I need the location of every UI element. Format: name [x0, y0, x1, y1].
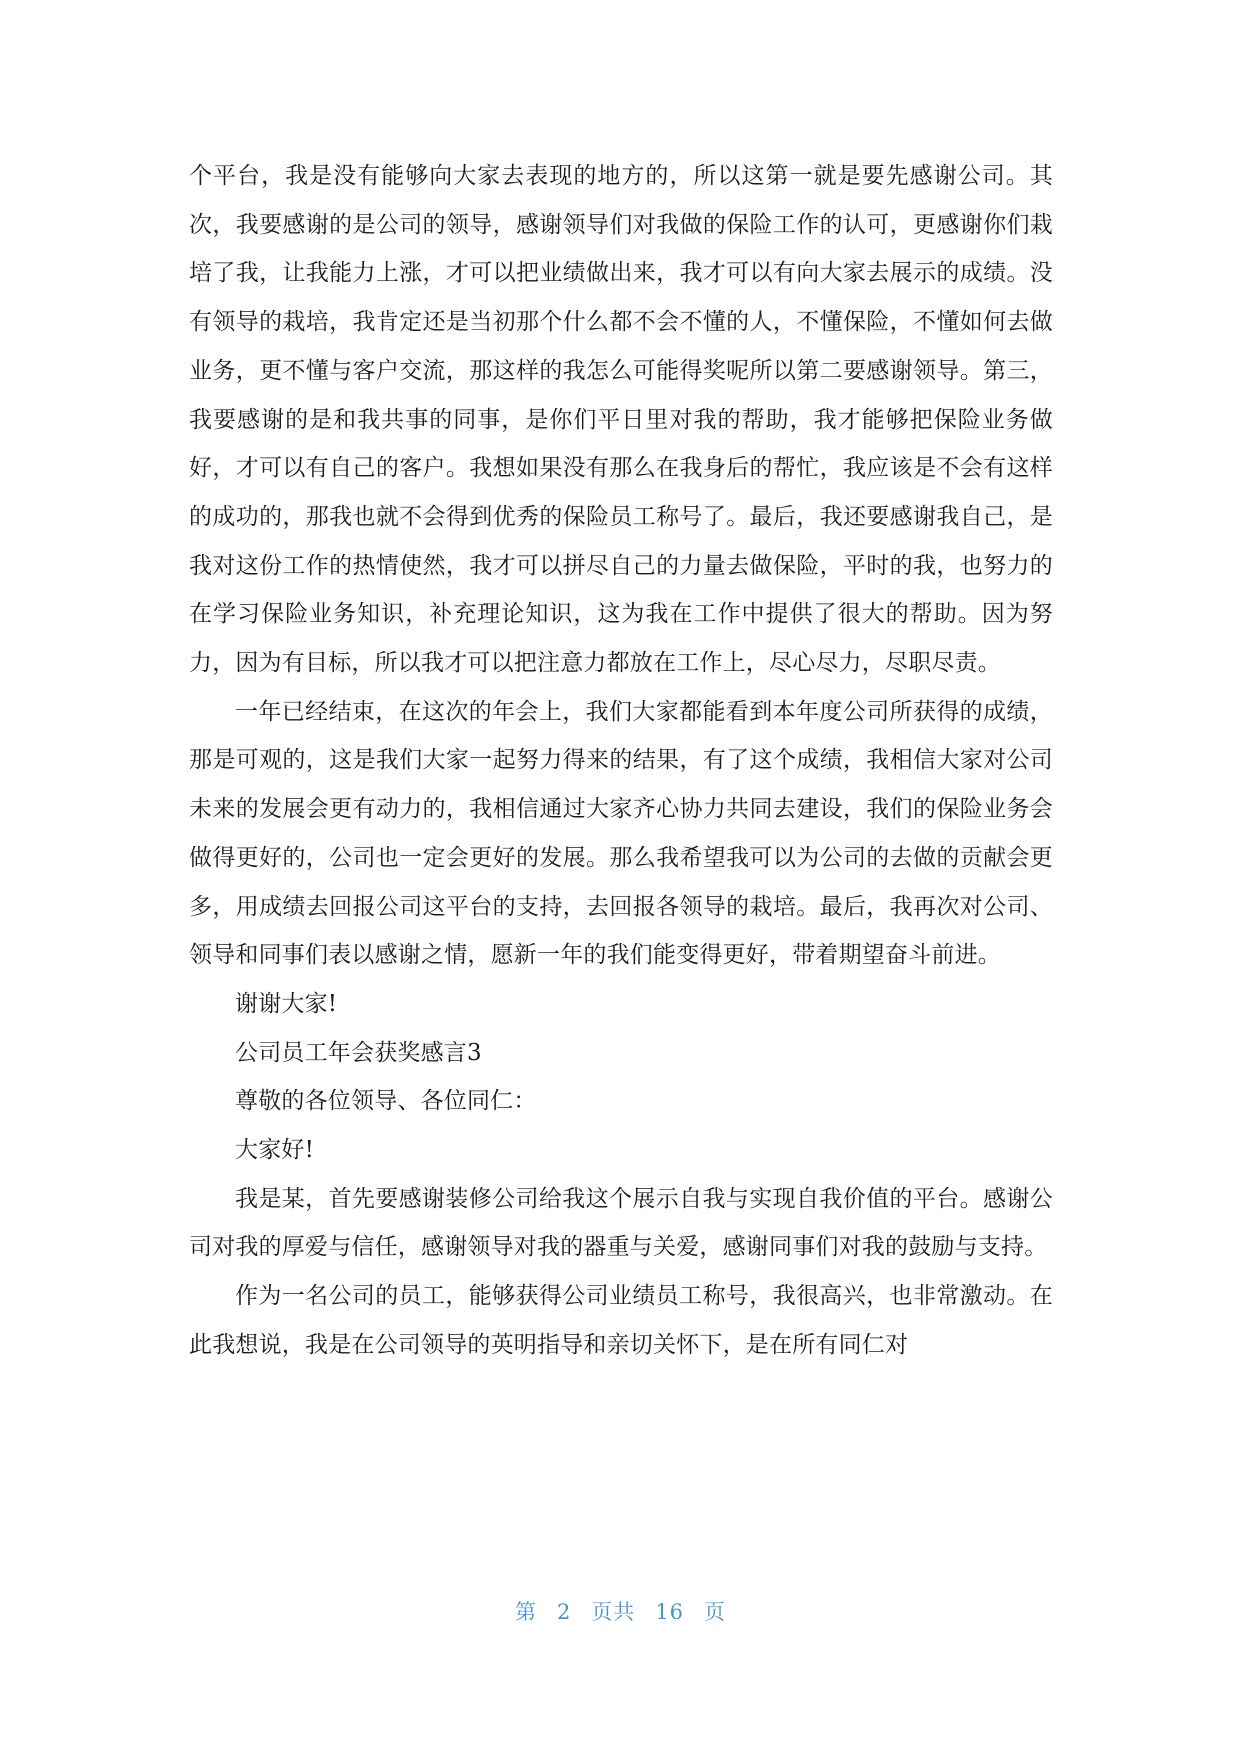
footer-current-page: 2 — [556, 1600, 572, 1624]
salutation: 尊敬的各位领导、各位同仁： — [235, 1088, 537, 1115]
paragraph-thanks: 谢谢大家! — [235, 990, 338, 1017]
footer-suffix: 页 — [704, 1600, 727, 1624]
paragraph-2: 一年已经结束，在这次的年会上，我们大家都能看到本年度公司所获得的成绩，那是可观的，这是我们大家一起努力得来的结果，有了这个成绩，我相信大家对公司未来的发展会更有动力的，我相信通过大家齐心协力共同去建设，我们的保险业务会做得更好的，公司也一定会更好的发展。那么我希望我可以为公司的去做的贡献会更多，用成绩去回报公司这平台的支持，去回报各领导的栽培。最后，我再次对公司、领导和同事们表以感谢之情，愿新一年的我们能变得更好，带着期望奋斗前进。 — [189, 698, 1053, 969]
paragraph-1: 个平台，我是没有能够向大家去表现的地方的，所以这第一就是要先感谢公司。其次，我要感谢的是公司的领导，感谢领导们对我做的保险工作的认可，更感谢你们栽培了我，让我能力上涨，才可以把业绩做出来，我才可以有向大家去展示的成绩。没有领导的栽培，我肯定还是当初那个什么都不会不懂的人，不懂保险，不懂如何去做业务，更不懂与客户交流，那这样的我怎么可能得奖呢所以第二要感谢领导。第三，我要感谢的是和我共事的同事，是你们平日里对我的帮助，我才能够把保险业务做好，才可以有自己的客户。我想如果没有那么在我身后的帮忙，我应该是不会有这样的成功的，那我也就不会得到优秀的保险员工称号了。最后，我还要感谢我自己，是我对这份工作的热情使然，我才可以拼尽自己的力量去做保险，平时的我，也努力的在学习保险业务知识，补充理论知识，这为我在工作中提供了很大的帮助。因为努力，因为有目标，所以我才可以把注意力都放在工作上，尽心尽力，尽职尽责。 — [189, 163, 1053, 677]
section-heading: 公司员工年会获奖感言3 — [235, 1039, 482, 1066]
paragraph-4: 作为一名公司的员工，能够获得公司业绩员工称号，我很高兴，也非常激动。在此我想说，我是在公司领导的英明指导和亲切关怀下，是在所有同仁对 — [189, 1283, 1053, 1358]
document-body — [189, 152, 1053, 1370]
footer-total-pages: 16 — [655, 1600, 685, 1624]
footer-prefix: 第 — [514, 1600, 537, 1624]
footer-middle: 页共 — [591, 1600, 636, 1624]
paragraph-3: 我是某，首先要感谢装修公司给我这个展示自我与实现自我价值的平台。感谢公司对我的厚爱与信任，感谢领导对我的器重与关爱，感谢同事们对我的鼓励与支持。 — [189, 1185, 1053, 1261]
page-footer — [0, 1596, 1241, 1626]
greeting: 大家好! — [235, 1137, 315, 1164]
